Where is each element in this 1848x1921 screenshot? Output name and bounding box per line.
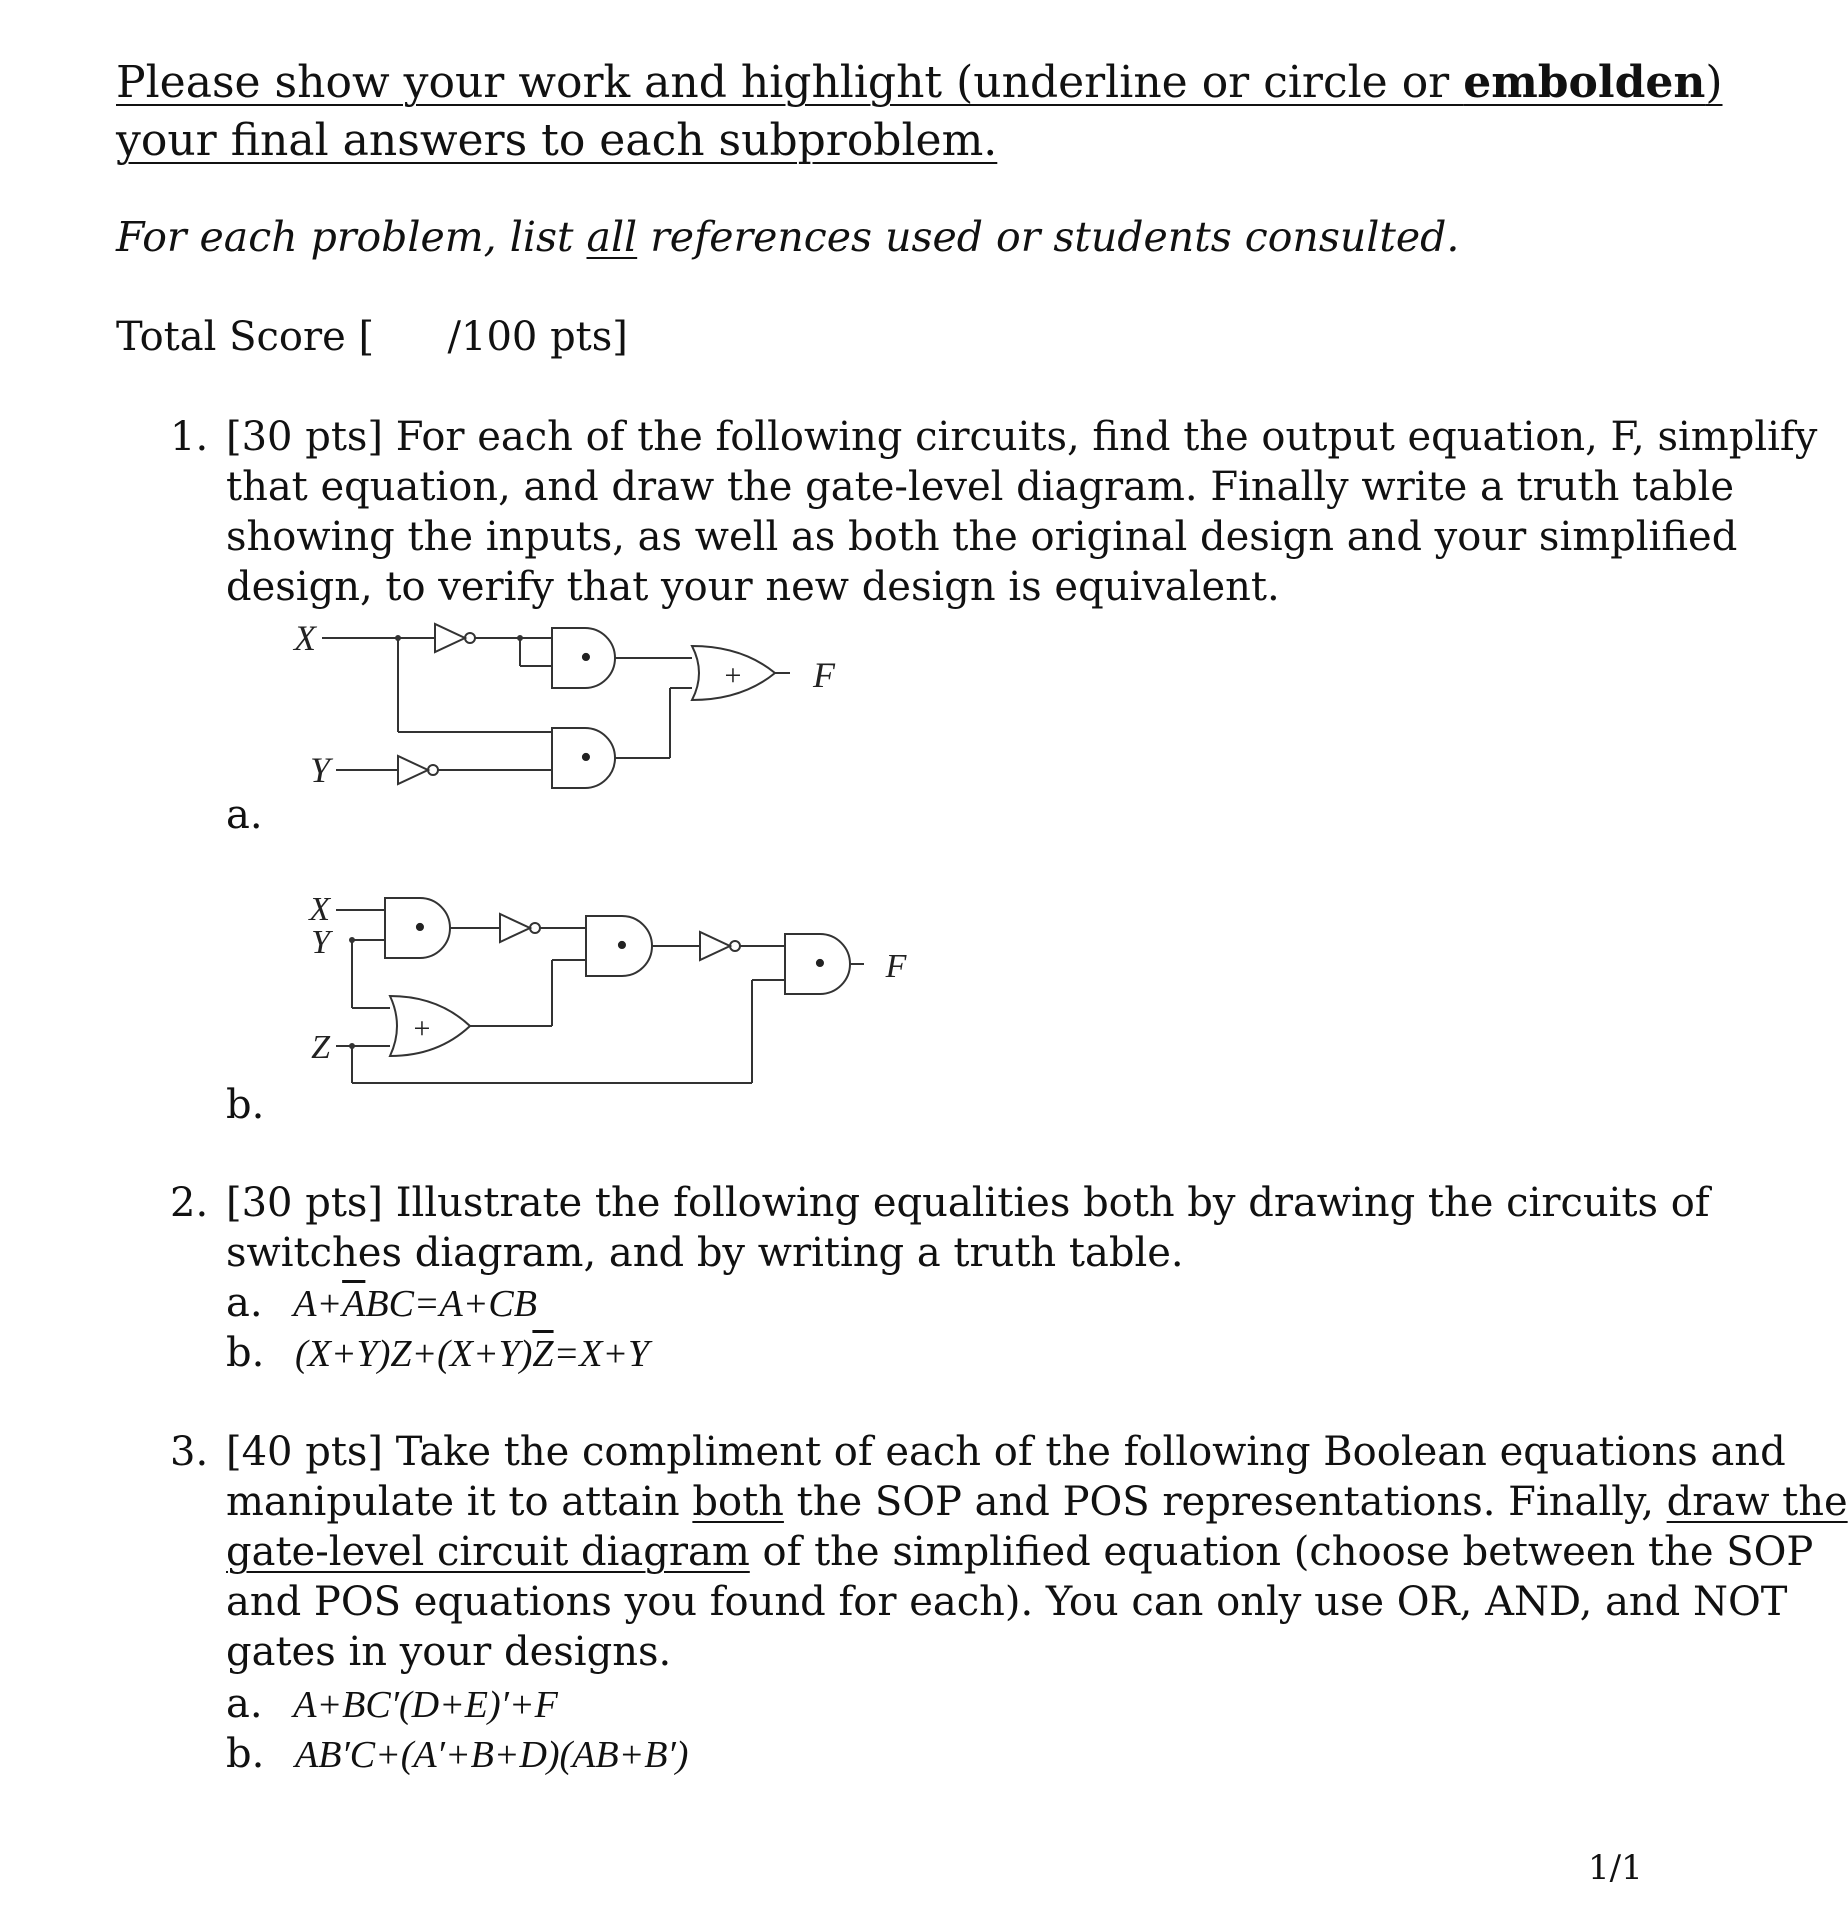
problem-2-text	[226, 1178, 1710, 1278]
circuit-b-or-symbol: +	[413, 1012, 431, 1045]
circuit-a-and-top-symbol: •	[580, 639, 592, 676]
circuit-b-input-z: Z	[311, 1029, 330, 1066]
circuit-a-input-x: X	[294, 618, 316, 658]
circuit-a-input-y: Y	[309, 750, 330, 790]
not-gate-2	[700, 932, 730, 960]
references-note	[116, 212, 1459, 262]
problem-1a-label: a.	[226, 792, 263, 838]
problem-2a-label: a.	[226, 1280, 263, 1326]
instruction-bold-word: embolden	[1463, 57, 1706, 108]
problem-1-number: 1.	[170, 414, 209, 460]
not-gate-x	[435, 624, 465, 652]
page-number: 1/1	[1588, 1848, 1643, 1888]
problem-3b	[226, 1731, 688, 1777]
problem-3-line-3: gate-level circuit diagram of the simplified equation (choose between the SOP	[226, 1529, 1814, 1575]
problem-2b	[226, 1330, 649, 1376]
problem-1-line-1: [30 pts] For each of the following circuits, find the output equation, F, simplify	[226, 414, 1818, 460]
problem-3-line-4: and POS equations you found for each). You can only use OR, AND, and NOT	[226, 1579, 1788, 1625]
circuit-b-and3-symbol: •	[814, 945, 826, 982]
problem-1-line-3: showing the inputs, as well as both the original design and your simplified	[226, 514, 1738, 560]
problem-3-number: 3.	[170, 1429, 209, 1475]
circuit-a-output-f: F	[813, 655, 835, 695]
problem-1-text	[226, 412, 1817, 612]
problem-2-line-2: switches diagram, and by writing a truth table.	[226, 1230, 1184, 1276]
problem-2a-equation: $A+\overline{A}BC=A+CB$	[293, 1283, 537, 1325]
circuit-a-and-bottom-symbol: •	[580, 739, 592, 776]
problem-1b-label: b.	[226, 1082, 265, 1128]
score-label: Total Score [	[116, 314, 375, 360]
circuit-a-diagram	[294, 610, 860, 810]
problem-3-line-1: [40 pts] Take the compliment of each of the following Boolean equations and	[226, 1429, 1786, 1475]
problem-2a	[226, 1280, 537, 1326]
problem-3-line-2: manipulate it to attain both the SOP and POS representations. Finally, draw the	[226, 1479, 1848, 1525]
total-score	[116, 312, 628, 362]
references-all-word: all	[586, 213, 638, 261]
references-text: For each problem, list	[116, 213, 587, 261]
instruction-line-1	[116, 54, 1723, 112]
problem-3b-label: b.	[226, 1731, 265, 1777]
circuit-a-or-symbol: +	[724, 659, 742, 692]
circuit-b-input-y: Y	[311, 924, 330, 961]
references-text-end: references used or students consulted.	[637, 213, 1460, 261]
problem-3a-label: a.	[226, 1681, 263, 1727]
circuit-b-and1-symbol: •	[414, 909, 426, 946]
circuit-b-output-f: F	[885, 948, 907, 985]
problem-2-line-1: [30 pts] Illustrate the following equalities both by drawing the circuits of	[226, 1180, 1710, 1226]
problem-1-line-2: that equation, and draw the gate-level diagram. Finally write a truth table	[226, 464, 1735, 510]
instruction-text: Please show your work and highlight (underline or circle or	[116, 57, 1464, 108]
problem-2b-label: b.	[226, 1330, 265, 1376]
problem-3b-equation: AB′C+(A′+B+D)(AB+B′)	[295, 1734, 689, 1776]
problem-3a	[226, 1681, 558, 1727]
problem-1-line-4: design, to verify that your new design is equivalent.	[226, 564, 1280, 610]
problem-2-number: 2.	[170, 1180, 209, 1226]
problem-2b-equation: $(X+Y)Z+(X+Y)\overline{Z}=X+Y$	[295, 1333, 650, 1375]
problem-3a-equation: A+BC′(D+E)′+F	[293, 1684, 558, 1726]
instruction-text-end: )	[1705, 57, 1723, 108]
not-gate-1	[500, 914, 530, 942]
not-gate-y	[398, 756, 428, 784]
problem-3-text	[226, 1427, 1848, 1677]
circuit-b-diagram	[290, 880, 950, 1090]
circuit-b-and2-symbol: •	[616, 927, 628, 964]
circuit-b-input-x: X	[309, 891, 330, 928]
score-total: /100 pts]	[447, 314, 628, 360]
instruction-line-2: your final answers to each subproblem.	[116, 115, 998, 166]
problem-3-line-5: gates in your designs.	[226, 1629, 672, 1675]
